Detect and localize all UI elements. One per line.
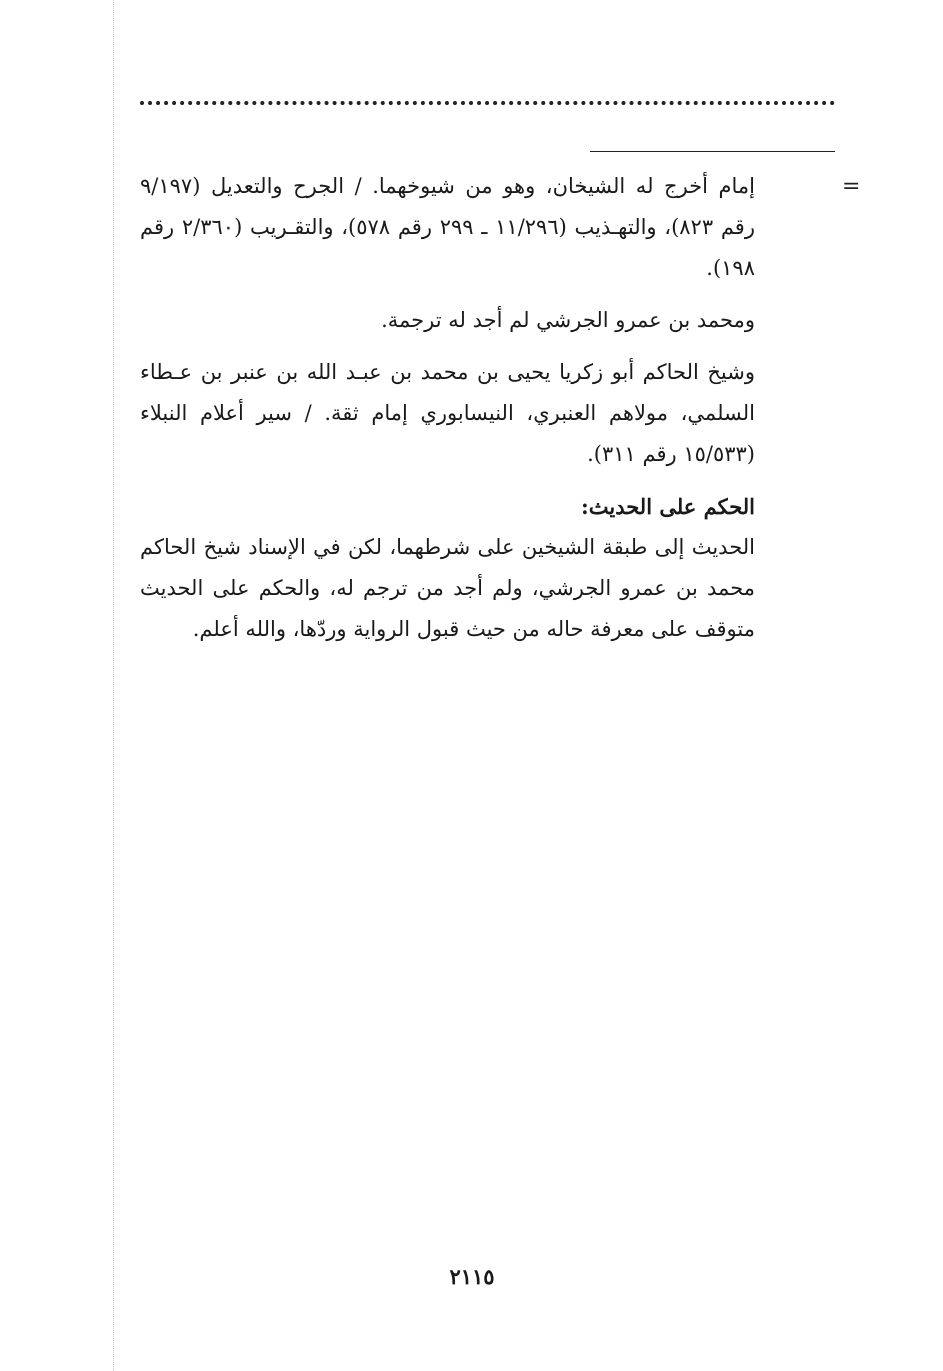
footnote-separator-rule [590,151,835,152]
ruling-text: الحديث إلى طبقة الشيخين على شرطهما، لكن في الإسناد شيخ الحاكم محمد بن عمرو الجرشي، ولم أجد من ترجم له، والحكم على الحديث متوقف على معرفة حاله من حيث قبول الرواية وردّها، والله أعلم. [140,535,755,641]
footnote-paragraph-1: إمام أخرج له الشيخان، وهو من شيوخهما. / الجرح والتعديل (٩/١٩٧ رقم ٨٢٣)، والتهـذيب (١١/٢٩٦ ـ ٢٩٩ رقم ٥٧٨)، والتقـريب (٢/٣٦٠ رقم ١٩٨). [140,174,755,280]
ruling-heading: الحكم على الحديث: [581,494,755,519]
scan-edge-line [113,0,114,1371]
footnote-body [140,166,755,650]
header-dotted-rule [140,101,835,119]
continuation-mark: = [842,174,861,199]
page-number: ٢١١٥ [449,1264,495,1289]
footnote-paragraph-3: وشيخ الحاكم أبو زكريا يحيى بن محمد بن عبـد الله بن عنبر بن عـطاء السلمي، مولاهم العنبري، النيسابوري إمام ثقة. / سير أعلام النبلاء (١٥/٥٣٣ رقم ٣١١). [140,360,755,466]
footnote-paragraph-2: ومحمد بن عمرو الجرشي لم أجد له ترجمة. [381,308,755,332]
